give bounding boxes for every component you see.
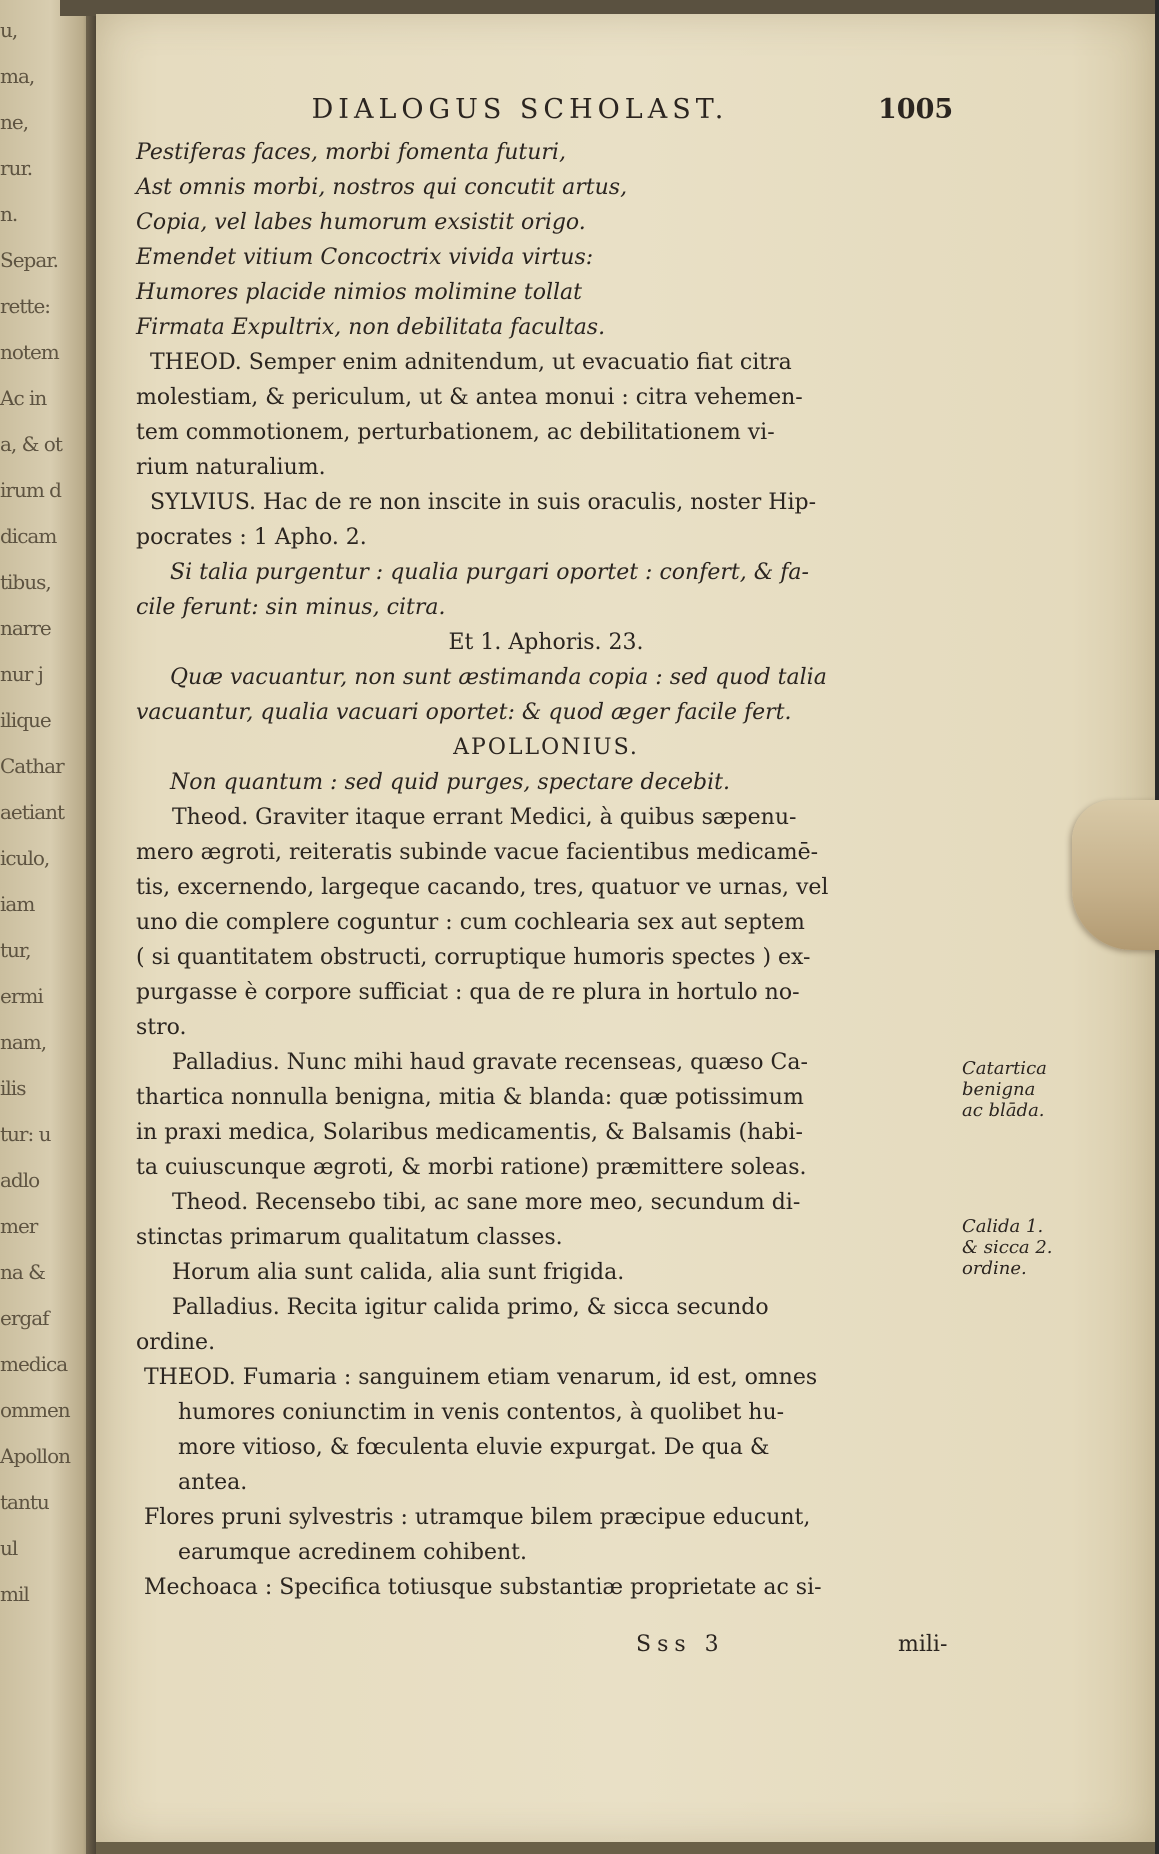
left-page-fragment: ergaf [0, 1306, 49, 1330]
left-page-fragment: ne, [0, 110, 29, 134]
text-line: molestiam, & periculum, ut & antea monui : citra vehemen- [136, 385, 803, 410]
margin-note-calida [962, 1216, 1053, 1279]
text-line: stro. [136, 1015, 187, 1040]
text-line: more vitioso, & fœculenta eluvie expurgat. De qua & [178, 1435, 770, 1460]
left-page-fragment: adlo [0, 1168, 40, 1192]
text-line: Pestiferas faces, morbi fomenta futuri, [136, 140, 566, 165]
text-line: in praxi medica, Solaribus medicamentis, & Balsamis (habi- [136, 1120, 803, 1145]
text-line: mero ægroti, reiteratis subinde vacue facientibus medicamē- [136, 840, 819, 865]
margin-note-line: Catartica [962, 1058, 1047, 1079]
left-page-fragment: nam, [0, 1030, 47, 1054]
left-page-fragment: na & [0, 1260, 45, 1284]
left-page-fragment: tur, [0, 938, 31, 962]
left-page-fragment: Apollon [0, 1444, 71, 1468]
text-line: Emendet vitium Concoctrix vivida virtus: [136, 245, 594, 270]
text-line: ta cuiuscunque ægroti, & morbi ratione) præmittere soleas. [136, 1155, 807, 1180]
left-page-fragment: dicam [0, 524, 57, 548]
text-line: thartica nonnulla benigna, mitia & blanda: quæ potissimum [136, 1085, 804, 1110]
text-line: Mechoaca : Specifica totiusque substantiæ proprietate ac si- [144, 1575, 822, 1600]
text-line: cile ferunt: sin minus, citra. [136, 595, 446, 620]
text-line: Theod. Recensebo tibi, ac sane more meo, secundum di- [172, 1190, 801, 1215]
left-page-fragment: Cathar [0, 754, 64, 778]
left-page-fragment: tantu [0, 1490, 49, 1514]
margin-note-line: ac blāda. [962, 1100, 1045, 1121]
text-line: Horum alia sunt calida, alia sunt frigida. [172, 1260, 625, 1285]
text-line: THEOD. Semper enim adnitendum, ut evacuatio fiat citra [150, 350, 792, 375]
left-page-fragment: aetiant [0, 800, 65, 824]
left-page-fragment: ilique [0, 708, 51, 732]
margin-note-line: Calida 1. [962, 1216, 1044, 1237]
text-line: Palladius. Nunc mihi haud gravate recenseas, quæso Ca- [172, 1050, 808, 1075]
margin-note-line: & sicca 2. [962, 1237, 1053, 1258]
left-page-fragment: ul [0, 1536, 18, 1560]
left-page-fragment: nur j [0, 662, 43, 686]
catchword: mili- [898, 1632, 948, 1657]
left-page-fragment: ilis [0, 1076, 26, 1100]
text-line: Flores pruni sylvestris : utramque bilem præcipue educunt, [144, 1505, 811, 1530]
left-page-fragment: iculo, [0, 846, 50, 870]
left-page-fragment: Separ. [0, 248, 58, 272]
left-page-fragment: rette: [0, 294, 51, 318]
left-page-fragment: notem [0, 340, 59, 364]
left-page-fragment: tibus, [0, 570, 51, 594]
left-page-fragment: ommen [0, 1398, 70, 1422]
text-line: antea. [178, 1470, 248, 1495]
text-line: Non quantum : sed quid purges, spectare decebit. [170, 770, 730, 795]
text-line: SYLVIUS. Hac de re non inscite in suis oraculis, noster Hip- [150, 490, 817, 515]
left-page-fragment: ermi [0, 984, 43, 1008]
text-line: Copia, vel labes humorum exsistit origo. [136, 210, 586, 235]
text-line: pocrates : 1 Apho. 2. [136, 525, 367, 550]
text-line: Humores placide nimios molimine tollat [136, 280, 582, 305]
text-line: tis, excernendo, largeque cacando, tres, quatuor ve urnas, vel [136, 875, 829, 900]
text-line: Theod. Graviter itaque errant Medici, à quibus sæpenu- [172, 805, 797, 830]
text-line: Ast omnis morbi, nostros qui concutit artus, [136, 175, 628, 200]
margin-note-catartica [962, 1058, 1047, 1121]
text-line: APOLLONIUS. [453, 735, 639, 760]
left-page-fragment: mil [0, 1582, 29, 1606]
running-title: DIALOGUS SCHOLAST. [311, 94, 729, 125]
margin-note-line: benigna [962, 1079, 1036, 1100]
text-line: Si talia purgentur : qualia purgari oportet : confert, & fa- [170, 560, 809, 585]
left-page-fragment: tur: u [0, 1122, 51, 1146]
left-page-fragment: rur. [0, 156, 33, 180]
page-number: 1005 [878, 94, 954, 125]
left-page-fragment: u, [0, 18, 18, 42]
text-line: Quæ vacuantur, non sunt æstimanda copia : sed quod talia [170, 665, 827, 690]
margin-note-line: ordine. [962, 1258, 1027, 1279]
text-line: ( si quantitatem obstructi, corruptique humoris spectes ) ex- [136, 945, 811, 970]
left-page-fragment: irum d [0, 478, 61, 502]
text-line: Palladius. Recita igitur calida primo, & sicca secundo [172, 1295, 769, 1320]
left-facing-page [0, 0, 92, 1854]
text-line: Et 1. Aphoris. 23. [448, 630, 644, 655]
text-line: earumque acredinem cohibent. [178, 1540, 527, 1565]
text-line: THEOD. Fumaria : sanguinem etiam venarum, id est, omnes [144, 1365, 818, 1390]
left-page-fragment: iam [0, 892, 35, 916]
text-line: humores coniunctim in venis contentos, à quolibet hu- [178, 1400, 785, 1425]
text-line: Firmata Expultrix, non debilitata facultas. [136, 315, 606, 340]
left-page-fragment: a, & ot [0, 432, 62, 456]
left-page-fragment: narre [0, 616, 51, 640]
text-line: tem commotionem, perturbationem, ac debilitationem vi- [136, 420, 775, 445]
left-page-fragment: Ac in [0, 386, 47, 410]
text-line: vacuantur, qualia vacuari oportet: & quod æger facile fert. [136, 700, 792, 725]
text-line: stinctas primarum qualitatum classes. [136, 1225, 563, 1250]
bottom-edge [96, 1842, 1159, 1854]
text-line: ordine. [136, 1330, 216, 1355]
page-tab-marker [1072, 800, 1159, 950]
left-page-fragment: mer [0, 1214, 38, 1238]
left-page-fragment: medica [0, 1352, 68, 1376]
text-line: rium naturalium. [136, 455, 326, 480]
left-page-fragment: n. [0, 202, 18, 226]
text-line: uno die complere coguntur : cum cochlearia sex aut septem [136, 910, 805, 935]
text-line: purgasse è corpore sufficiat : qua de re plura in hortulo no- [136, 980, 800, 1005]
signature-mark: Sss 3 [636, 1632, 725, 1657]
left-page-fragment: ma, [0, 64, 35, 88]
